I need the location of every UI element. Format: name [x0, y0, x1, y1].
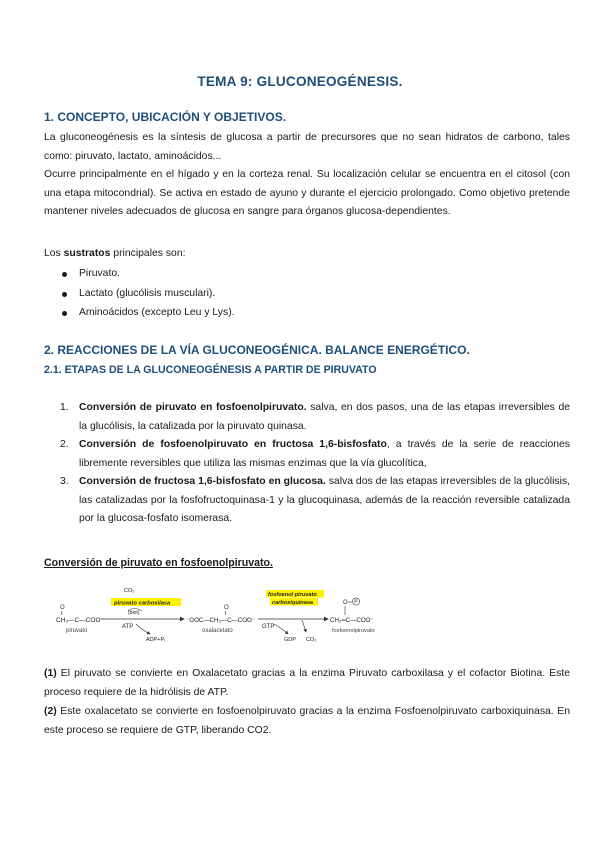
section-1-heading: 1. CONCEPTO, UBICACIÓN Y OBJETIVOS.: [44, 110, 287, 124]
section-2-1-heading: 2.1. ETAPAS DE LA GLUCONEOGÉNESIS A PARTIR DE PIRUVATO: [44, 364, 377, 376]
co2-release-arrow: [302, 620, 306, 632]
note-1-text: El piruvato se convierte en Oxalacetato gracias a la enzima Piruvato carboxilasa y el cofactor Biotina. Este proceso requiere de la hidrólisis de ATP.: [44, 668, 570, 698]
note-1-paragraph: [44, 665, 570, 702]
co2-top: CO₂: [124, 588, 135, 594]
location-paragraph: Ocurre principalmente en el hígado y en la corteza renal. Su localización celular se encuentra en el citosol (con una etapa mitocondrial). Se activa en estado de ayuno y durante el ejercicio prolongado. Como objetivo pretende mantener niveles adecuados de glucosa en sangre para órganos glucosa-dependientes.: [44, 169, 570, 217]
list-item: [60, 436, 570, 473]
pyruvate-label: piruvato: [66, 628, 88, 634]
atp-label: ATP: [122, 624, 134, 630]
adp-label: ADP+Pᵢ: [146, 637, 166, 643]
substrates-prefix: Los: [44, 248, 64, 259]
step-title: Conversión de fosfoenolpiruvato en fructosa 1,6-bisfosfato: [79, 439, 387, 450]
list-item: [60, 473, 570, 529]
co2-bottom: CO₂: [306, 637, 317, 643]
page-title: TEMA 9: GLUCONEOGÉNESIS.: [197, 74, 403, 89]
step-number: 3.: [60, 476, 69, 487]
gtp-label: GTP: [262, 624, 275, 630]
list-item: Lactato (glucólisis musculari).: [60, 285, 235, 305]
step-text: salva dos de las etapas irreversibles de la glucólisis, las catalizadas por la fosfofructoquinasa-1 y la glucoquinasa, además de la reacción reversible catalizada por la glucosa-fosfato isomerasa.: [79, 476, 570, 524]
section-2-heading: 2. REACCIONES DE LA VÍA GLUCONEOGÉNICA. BALANCE ENERGÉTICO.: [44, 343, 470, 357]
pyruvate-formula: CH₃—C—COO⁻: [56, 617, 104, 624]
reaction-diagram: [56, 584, 376, 644]
substrates-intro: [44, 245, 570, 264]
enzyme-1-label: piruvato carboxilasa: [114, 600, 171, 607]
step-number: 2.: [60, 439, 69, 450]
pep-formula: CH₂═C—COO⁻: [330, 617, 374, 624]
note-2-number: (2): [44, 706, 57, 717]
note-2-text: Este oxalacetato se convierte en fosfoenolpiruvato gracias a la enzima Fosfoenolpiruvato carboxiquinasa. En este proceso se requiere de GTP, liberando CO2.: [44, 706, 570, 736]
phosphate-symbol: P: [354, 599, 358, 606]
conversion-title: Conversión de piruvato en fosfoenolpiruvato.: [44, 557, 273, 569]
step-title: Conversión de fructosa 1,6-bisfosfato en glucosa.: [79, 476, 326, 487]
step-text: , a través de la serie de reacciones libremente reversibles que utiliza las mismas enzimas que la vía glucolítica,: [79, 439, 570, 469]
step-number: 1.: [60, 402, 69, 413]
list-item: [60, 399, 570, 436]
substrates-bold: sustratos: [63, 248, 111, 259]
gtp-curve: [274, 624, 288, 634]
atp-curve: [136, 624, 150, 634]
enzyme-2-line-2: carboxiquinasa: [272, 600, 314, 606]
step-text: salva, en dos pasos, una de las etapas irreversibles de la glucólisis, la catalizada por la piruvato quinasa.: [79, 402, 571, 432]
list-item: Piruvato.: [60, 265, 235, 285]
pep-oxygen: O: [343, 600, 348, 606]
step-title: Conversión de piruvato en fosfoenolpiruvato.: [79, 402, 307, 413]
carbonyl-o-1: O: [60, 605, 65, 611]
substrates-suffix: principales son:: [110, 248, 186, 259]
note-2-paragraph: [44, 703, 570, 740]
carbonyl-o-2: O: [224, 605, 229, 611]
pep-label: fosfoenolpiruvato: [332, 628, 375, 634]
gdp-label: GDP: [284, 637, 296, 643]
oxaloacetate-label: oxalacetato: [202, 628, 233, 634]
steps-list: [60, 399, 570, 529]
enzyme-2-line-1: fosfoenol piruvato: [268, 592, 317, 598]
list-item: Aminoácidos (excepto Leu y Lys).: [60, 304, 235, 324]
substrates-list: [60, 265, 235, 324]
oxaloacetate-formula: ⁻OOC—CH₂—C—COO⁻: [186, 617, 256, 624]
biotin-label: (biot): [128, 610, 140, 616]
note-1-number: (1): [44, 668, 57, 679]
definition-paragraph: La gluconeogénesis es la síntesis de glucosa a partir de precursores que no sean hidratos de carbono, tales como: piruvato, lactato, aminoácidos...: [44, 132, 570, 162]
